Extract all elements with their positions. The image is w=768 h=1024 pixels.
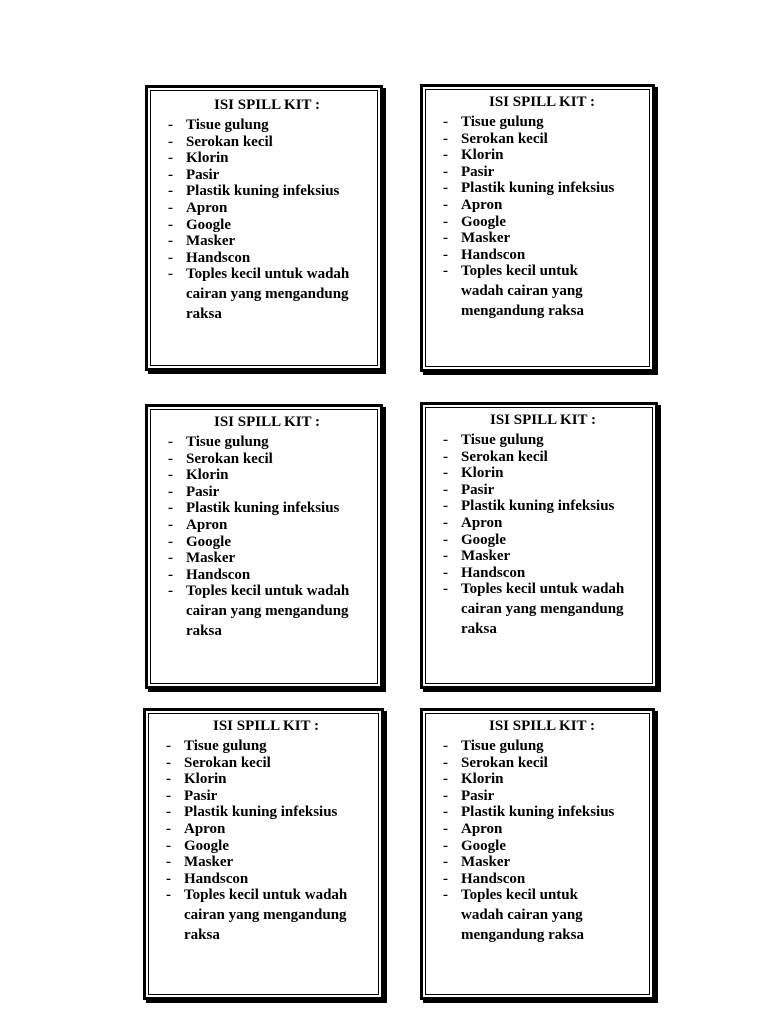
list-item-line: - Toples kecil untuk wadah [186, 583, 350, 600]
spill-kit-card-2 [420, 84, 655, 372]
list-item: - Plastik kuning infeksius [443, 498, 643, 515]
item-list [166, 738, 366, 943]
list-item: - Apron [168, 200, 366, 217]
card-title: ISI SPILL KIT : [488, 94, 596, 110]
list-item: - Klorin [168, 467, 366, 484]
list-item-multiline [443, 581, 643, 637]
list-item: - Apron [443, 821, 641, 838]
list-item-line: raksa [461, 620, 497, 637]
list-item-line: cairan yang mengandung [461, 600, 624, 617]
list-item-line: - Toples kecil untuk wadah [184, 887, 348, 904]
list-item: - Pasir [443, 482, 643, 499]
card-title: ISI SPILL KIT : [212, 718, 320, 734]
list-item-line: - Toples kecil untuk [461, 263, 578, 280]
list-item: - Pasir [168, 167, 366, 184]
list-item: - Klorin [443, 771, 641, 788]
list-item: - Serokan kecil [443, 755, 641, 772]
card-title: ISI SPILL KIT : [488, 718, 596, 734]
list-item: - Tisue gulung [443, 114, 641, 131]
list-item: - Klorin [168, 150, 366, 167]
list-item-multiline [443, 887, 641, 943]
list-item-multiline [168, 266, 366, 322]
card-title: ISI SPILL KIT : [489, 412, 597, 428]
list-item: - Google [443, 532, 643, 549]
list-item: - Plastik kuning infeksius [443, 180, 641, 197]
list-item: - Plastik kuning infeksius [166, 804, 366, 821]
list-item: - Klorin [166, 771, 366, 788]
list-item: - Handscon [168, 567, 366, 584]
list-item-line: - Toples kecil untuk wadah [186, 266, 350, 283]
list-item: - Plastik kuning infeksius [168, 500, 366, 517]
list-item: - Apron [443, 515, 643, 532]
list-item: - Serokan kecil [443, 449, 643, 466]
list-item: - Apron [168, 517, 366, 534]
list-item-line: cairan yang mengandung [186, 602, 349, 619]
list-item: - Handscon [443, 871, 641, 888]
list-item: - Handscon [168, 250, 366, 267]
list-item: - Tisue gulung [166, 738, 366, 755]
spill-kit-card-5 [143, 708, 384, 1000]
list-item: - Pasir [443, 788, 641, 805]
list-item: - Tisue gulung [168, 434, 366, 451]
list-item: - Google [443, 214, 641, 231]
list-item: - Google [168, 534, 366, 551]
list-item: - Masker [166, 854, 366, 871]
list-item: - Masker [168, 233, 366, 250]
list-item: - Pasir [166, 788, 366, 805]
list-item-multiline [168, 583, 366, 639]
list-item-line: raksa [186, 622, 222, 639]
list-item: - Apron [443, 197, 641, 214]
spill-kit-card-1 [145, 85, 383, 371]
item-list [443, 738, 641, 943]
card-title: ISI SPILL KIT : [213, 97, 321, 113]
list-item-line: raksa [186, 305, 222, 322]
list-item-line: wadah cairan yang [461, 282, 583, 299]
list-item: - Apron [166, 821, 366, 838]
list-item-line: mengandung raksa [461, 302, 584, 319]
spill-kit-card-3 [145, 404, 383, 689]
list-item: - Masker [443, 854, 641, 871]
list-item: - Handscon [443, 565, 643, 582]
list-item: - Tisue gulung [443, 738, 641, 755]
list-item-line: - Toples kecil untuk wadah [461, 581, 625, 598]
list-item-line: cairan yang mengandung [186, 285, 349, 302]
list-item: - Pasir [168, 484, 366, 501]
list-item-line: mengandung raksa [461, 926, 584, 943]
list-item: - Tisue gulung [443, 432, 643, 449]
list-item: - Masker [168, 550, 366, 567]
list-item: - Klorin [443, 147, 641, 164]
list-item: - Serokan kecil [168, 134, 366, 151]
item-list [168, 434, 366, 639]
list-item: - Google [168, 217, 366, 234]
list-item: - Masker [443, 230, 641, 247]
spill-kit-card-4 [420, 402, 658, 689]
list-item: - Pasir [443, 164, 641, 181]
list-item-line: wadah cairan yang [461, 906, 583, 923]
spill-kit-card-6 [420, 708, 655, 1000]
card-title: ISI SPILL KIT : [213, 414, 321, 430]
item-list [443, 114, 641, 319]
list-item: - Handscon [166, 871, 366, 888]
list-item: - Masker [443, 548, 643, 565]
list-item: - Plastik kuning infeksius [443, 804, 641, 821]
list-item: - Handscon [443, 247, 641, 264]
list-item: - Tisue gulung [168, 117, 366, 134]
list-item: - Serokan kecil [168, 451, 366, 468]
list-item: - Plastik kuning infeksius [168, 183, 366, 200]
list-item-line: - Toples kecil untuk [461, 887, 578, 904]
list-item: - Klorin [443, 465, 643, 482]
list-item: - Serokan kecil [443, 131, 641, 148]
item-list [168, 117, 366, 322]
list-item-line: cairan yang mengandung [184, 906, 347, 923]
list-item: - Google [166, 838, 366, 855]
list-item: - Serokan kecil [166, 755, 366, 772]
item-list [443, 432, 643, 637]
list-item-multiline [443, 263, 641, 319]
list-item-line: raksa [184, 926, 220, 943]
list-item: - Google [443, 838, 641, 855]
list-item-multiline [166, 887, 366, 943]
